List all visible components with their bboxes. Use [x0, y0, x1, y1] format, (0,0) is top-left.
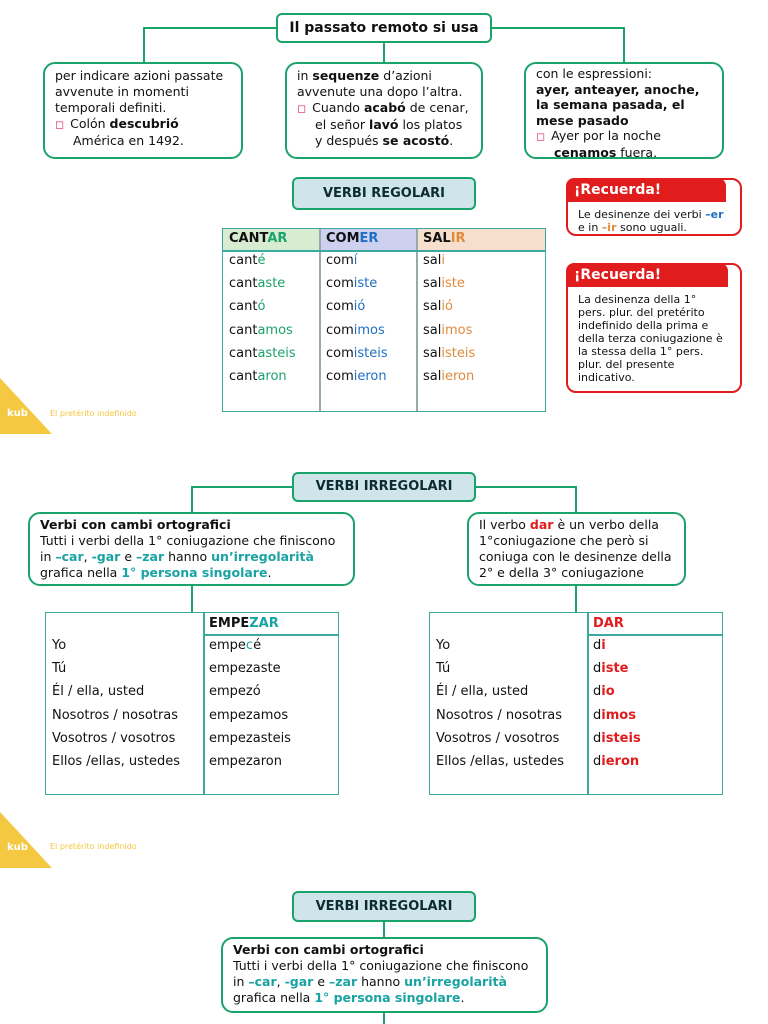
example-line — [297, 100, 471, 117]
text-line — [578, 221, 724, 234]
text-line — [578, 208, 724, 221]
text-line-bold — [536, 82, 712, 98]
text-bold: -gar — [91, 549, 121, 564]
text: , — [276, 974, 285, 989]
text: Ayer por la noche — [551, 128, 661, 143]
verb-part: é — [253, 638, 262, 653]
text: EMPE — [209, 616, 250, 631]
verb-stem: com — [326, 369, 354, 384]
text-line: plur. del presente — [578, 358, 675, 371]
spelling-changes-box-2 — [221, 937, 548, 1013]
connector — [143, 27, 276, 29]
header-stem: SAL — [423, 231, 451, 246]
header-ending: ER — [359, 231, 379, 246]
verb-stem: d — [593, 684, 602, 700]
connector — [575, 486, 577, 513]
recuerda-text-1 — [578, 208, 724, 234]
text-line — [40, 565, 343, 581]
verb-ending: ió — [353, 299, 366, 315]
verb-form-cell — [593, 638, 606, 653]
table-divider — [587, 634, 722, 636]
verb-form-cell — [423, 323, 472, 338]
text-line: pers. plur. del pretérito — [578, 306, 705, 319]
text-bold: Verbi con cambi ortografici — [40, 517, 231, 532]
example-line: América en 1492. — [73, 133, 184, 148]
text-line — [479, 517, 674, 533]
recuerda-title-2: ¡Recuerda! — [566, 263, 728, 287]
verb-ending: ó — [257, 299, 266, 315]
connector — [575, 586, 577, 613]
verb-form-cell — [423, 276, 465, 291]
connector — [143, 27, 145, 63]
text-bold: –zar — [328, 974, 358, 989]
text: ZAR — [249, 616, 279, 631]
header-stem: CANT — [229, 231, 268, 246]
recuerda-title-1: ¡Recuerda! — [566, 178, 726, 202]
verb-form-cell — [423, 346, 475, 361]
verb-stem: cant — [229, 299, 258, 315]
footer-text: El pretérito indefinido — [50, 842, 137, 851]
verb-form-cell — [593, 754, 639, 769]
text-bold: mese pasado — [536, 112, 629, 128]
kub-logo-text: kub — [7, 842, 28, 853]
example-line — [297, 133, 471, 149]
text-line: della terza coniugazione è — [578, 332, 723, 345]
bullet-icon: ◻ — [536, 130, 546, 143]
usage-box-definite-time — [43, 62, 243, 159]
text-heading — [40, 517, 343, 533]
text-bold: sequenze — [312, 68, 380, 83]
text: y después — [315, 133, 383, 148]
verb-ending: isteis — [601, 730, 641, 746]
text-bold: un’irregolarità — [211, 549, 314, 564]
pronoun-cell: Tú — [436, 661, 451, 677]
text: e in — [578, 221, 602, 234]
verb-ending: io — [601, 684, 615, 700]
text: Cuando — [312, 100, 364, 115]
verb-form-cell — [209, 731, 291, 746]
text-line: Tutti i verbi della 1° coniugazione che finiscono — [233, 958, 529, 973]
table-divider — [319, 229, 321, 411]
verb-form-cell — [209, 684, 261, 699]
verb-ending: isteis — [353, 345, 388, 361]
verb-stem: cant — [229, 369, 258, 384]
verb-stem: d — [593, 707, 602, 723]
text: el señor — [315, 117, 370, 132]
regular-verbs-table — [222, 228, 546, 412]
text: Le desinenze dei verbi — [578, 208, 706, 221]
table-header-label — [423, 231, 466, 246]
connector — [191, 486, 292, 488]
table-divider — [203, 613, 205, 794]
connector — [383, 43, 385, 63]
example-line — [536, 145, 712, 161]
recuerda-note-1 — [566, 178, 742, 236]
text-bold: –car — [55, 549, 84, 564]
text-bold: descubrió — [109, 116, 179, 131]
verbi-regolari-title-text: VERBI REGOLARI — [322, 186, 446, 201]
dar-table — [429, 612, 723, 795]
verb-ending: ió — [441, 299, 453, 315]
text: e — [313, 974, 329, 989]
text: è un verbo della — [553, 517, 659, 532]
verb-form-cell — [209, 638, 261, 653]
text-line: 1°coniugazione che però si — [479, 533, 649, 548]
verb-part: empezaron — [209, 754, 282, 769]
text: , — [83, 549, 92, 564]
text: . — [460, 990, 465, 1005]
verb-form-cell — [229, 253, 265, 268]
verb-stem: com — [326, 345, 354, 361]
verb-part: empezasteis — [209, 730, 291, 746]
text-line: temporali definiti. — [55, 100, 167, 115]
text-bold: Verbi con cambi ortografici — [233, 942, 424, 957]
verb-ending: aste — [257, 276, 286, 292]
verb-ending: asteis — [257, 345, 296, 361]
text-bold: acabó — [363, 100, 406, 115]
text-line — [233, 974, 536, 990]
text-line: la stessa della 1° pers. — [578, 345, 704, 358]
verb-form-cell — [423, 299, 453, 314]
verb-stem: sal — [423, 345, 442, 361]
verb-form-cell — [593, 661, 629, 676]
text-line — [297, 68, 471, 84]
verb-stem: com — [326, 253, 354, 268]
verb-part: empezó — [209, 684, 261, 700]
verb-stem: sal — [423, 369, 442, 384]
verb-form-cell — [229, 346, 296, 361]
text-line-bold — [536, 113, 712, 129]
verb-part: empezaste — [209, 661, 281, 677]
text: in — [40, 549, 56, 564]
text: in — [297, 68, 313, 83]
verbi-irregolari-title — [292, 472, 476, 502]
text-bold: la semana pasada, el — [536, 97, 685, 112]
verb-stem: sal — [423, 276, 442, 292]
kub-logo-icon — [0, 378, 52, 434]
verbi-irregolari-title-2 — [292, 891, 476, 922]
verb-ending: i — [601, 638, 606, 653]
text-bold: –zar — [135, 549, 165, 564]
text: hanno — [357, 974, 405, 989]
text-line — [40, 549, 343, 565]
verb-form-cell — [229, 276, 285, 291]
header-ending: IR — [450, 231, 466, 246]
bullet-icon: ◻ — [297, 102, 307, 115]
pronoun-cell: Él / ella, usted — [436, 684, 529, 700]
example-line — [297, 117, 471, 133]
connector — [623, 27, 625, 63]
connector — [492, 27, 625, 29]
verbi-irregolari-title-text: VERBI IRREGOLARI — [315, 899, 453, 914]
text-line: La desinenza della 1° — [578, 293, 697, 306]
verb-stem: sal — [423, 299, 442, 315]
text: Colón — [70, 116, 110, 131]
text-line — [233, 990, 536, 1006]
pronoun-cell: Yo — [436, 638, 451, 653]
passato-remoto-title-text: Il passato remoto si usa — [289, 20, 479, 36]
text-bold: –er — [705, 208, 724, 221]
text-line: indefinido della prima e — [578, 319, 709, 332]
table-divider — [587, 613, 589, 794]
verb-form-cell — [326, 276, 377, 291]
text: grafica nella — [40, 565, 122, 580]
verb-ending: iste — [353, 276, 378, 292]
verb-part: empe — [209, 638, 246, 653]
verb-form-cell — [229, 323, 293, 338]
verb-form-cell — [593, 731, 641, 746]
connector — [476, 486, 577, 488]
verb-ending: isteis — [441, 345, 476, 361]
verb-form-cell — [209, 754, 282, 769]
text-line: coniuga con le desinenze della — [479, 549, 672, 564]
verb-form-cell — [326, 253, 357, 268]
bullet-icon: ◻ — [55, 118, 65, 131]
kub-logo-text: kub — [7, 408, 28, 419]
verb-stem: cant — [229, 253, 258, 268]
verbi-regolari-title — [292, 177, 476, 210]
spelling-changes-box — [28, 512, 355, 586]
verb-ending: i — [441, 253, 445, 268]
kub-logo-icon — [0, 812, 52, 868]
table-divider — [416, 229, 418, 411]
text: in — [233, 974, 249, 989]
verb-form-cell — [326, 299, 365, 314]
text-line: con le espressioni: — [536, 66, 652, 81]
verb-ending: iste — [441, 276, 465, 292]
table-divider — [203, 634, 338, 636]
verb-form-cell — [209, 661, 281, 676]
verb-ending: ieron — [353, 369, 387, 384]
dar-header: DAR — [593, 616, 624, 631]
text: los platos — [398, 117, 463, 132]
verb-part-highlight: c — [245, 638, 254, 653]
text: . — [267, 565, 272, 580]
text-line: 2° e della 3° coniugazione — [479, 565, 644, 580]
text-bold: un’irregolarità — [404, 974, 507, 989]
connector — [383, 1013, 385, 1024]
pronoun-cell: Él / ella, usted — [52, 684, 145, 700]
text-bold: -gar — [284, 974, 314, 989]
verb-ending: é — [257, 253, 266, 268]
table-divider — [223, 250, 545, 252]
example-line — [55, 116, 231, 133]
verb-form-cell — [326, 369, 387, 384]
text-line: avvenute in momenti — [55, 84, 189, 99]
recuerda-text-2 — [578, 293, 723, 384]
connector — [191, 486, 193, 513]
text-bold: 1° persona singolare — [121, 565, 268, 580]
text-line: indicativo. — [578, 371, 635, 384]
text: hanno — [164, 549, 212, 564]
verb-stem: d — [593, 754, 602, 769]
empezar-table — [45, 612, 339, 795]
pronoun-cell: Vosotros / vosotros — [436, 730, 560, 746]
pronoun-cell: Yo — [52, 638, 67, 653]
text: de cenar, — [405, 100, 469, 115]
text: Il verbo — [479, 517, 530, 532]
example-line — [536, 128, 712, 145]
usage-box-expressions — [524, 62, 724, 159]
usage-box-sequence — [285, 62, 483, 159]
verb-form-cell — [593, 708, 636, 723]
text-bold: ayer, anteayer, anoche, — [536, 81, 700, 97]
dar-verb-box — [467, 512, 686, 586]
text-bold: se acostó — [382, 133, 450, 148]
verb-ending: iste — [601, 661, 629, 677]
header-ending: AR — [267, 231, 288, 246]
verb-stem: com — [326, 276, 354, 292]
text-bold: dar — [529, 517, 554, 532]
verb-ending: imos — [441, 322, 473, 338]
text: sono uguali. — [616, 221, 687, 234]
recuerda-note-2 — [566, 263, 742, 393]
verb-stem: com — [326, 299, 354, 315]
table-header-label — [326, 231, 378, 246]
text-line: per indicare azioni passate — [55, 68, 224, 83]
pronoun-cell: Nosotros / nosotras — [52, 707, 179, 723]
verb-stem: d — [593, 661, 602, 677]
text-line: avvenute una dopo l’altra. — [297, 84, 463, 99]
text-bold: cenamos — [554, 144, 617, 160]
pronoun-cell: Ellos /ellas, ustedes — [52, 754, 181, 769]
verb-part: empezamos — [209, 707, 289, 723]
footer-text: El pretérito indefinido — [50, 409, 137, 418]
verb-form-cell — [229, 369, 287, 384]
verb-form-cell — [209, 708, 288, 723]
verb-ending: imos — [601, 707, 636, 723]
text-heading — [233, 942, 536, 958]
text: . — [449, 133, 454, 148]
connector — [383, 922, 385, 938]
verb-stem: cant — [229, 322, 258, 338]
pronoun-cell: Ellos /ellas, ustedes — [436, 754, 565, 769]
verb-ending: ieron — [441, 369, 475, 384]
text: d’azioni — [379, 68, 432, 83]
verb-form-cell — [326, 346, 388, 361]
pronoun-cell: Tú — [52, 661, 67, 677]
verb-stem: sal — [423, 322, 442, 338]
verbi-irregolari-title-text: VERBI IRREGOLARI — [315, 479, 453, 494]
text-line-bold — [536, 97, 712, 113]
text: e — [120, 549, 136, 564]
text-bold: lavó — [369, 117, 399, 132]
verb-form-cell — [423, 369, 474, 384]
verb-form-cell — [326, 323, 385, 338]
pronoun-cell: Vosotros / vosotros — [52, 730, 176, 746]
verb-ending: amos — [257, 322, 293, 338]
verb-form-cell — [229, 299, 265, 314]
verb-ending: imos — [353, 322, 385, 338]
verb-ending: í — [353, 253, 358, 268]
text-bold: 1° persona singolare — [314, 990, 461, 1005]
verb-form-cell — [423, 253, 445, 268]
empezar-header — [209, 616, 279, 631]
text-bold: –ir — [601, 221, 617, 234]
verb-stem: sal — [423, 253, 442, 268]
text: fuera. — [616, 144, 658, 160]
header-stem: COM — [326, 231, 360, 246]
text-bold: –car — [248, 974, 277, 989]
table-header-label — [229, 231, 287, 246]
verb-stem: d — [593, 638, 602, 653]
verb-stem: com — [326, 322, 354, 338]
verb-ending: ieron — [601, 754, 640, 769]
verb-form-cell — [593, 684, 615, 699]
verb-ending: aron — [257, 369, 287, 384]
text-line: Tutti i verbi della 1° coniugazione che finiscono — [40, 533, 336, 548]
verb-stem: cant — [229, 276, 258, 292]
text: grafica nella — [233, 990, 315, 1005]
verb-stem: cant — [229, 345, 258, 361]
verb-stem: d — [593, 730, 602, 746]
connector — [191, 586, 193, 613]
passato-remoto-title — [276, 13, 492, 43]
pronoun-cell: Nosotros / nosotras — [436, 707, 563, 723]
